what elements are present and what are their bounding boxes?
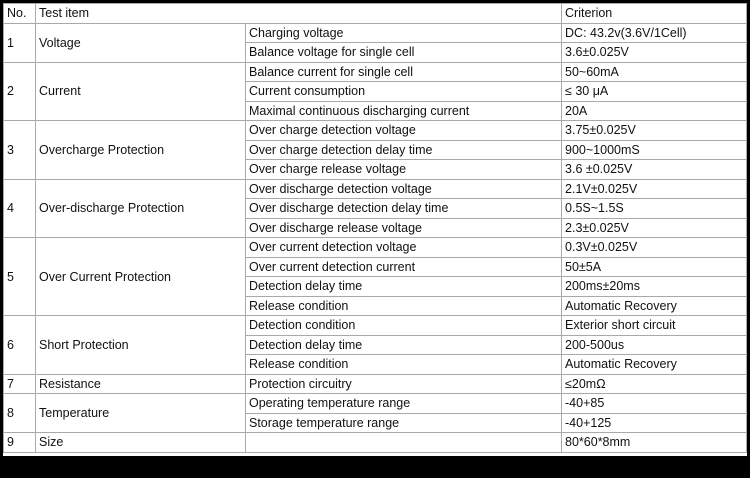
test-name: Detection condition [246,316,562,336]
criterion-value: 3.75±0.025V [562,121,747,141]
test-name: Over current detection voltage [246,238,562,258]
table-row [4,23,747,43]
test-name: Over discharge release voltage [246,218,562,238]
header-criterion: Criterion [562,4,747,24]
test-name: Balance current for single cell [246,62,562,82]
criterion-value: 3.6 ±0.025V [562,160,747,180]
table-row [4,316,747,336]
test-name: Release condition [246,296,562,316]
table-row [4,433,747,453]
test-name: Over current detection current [246,257,562,277]
criterion-value: DC: 43.2v(3.6V/1Cell) [562,23,747,43]
table-row [4,238,747,258]
criterion-value: -40+125 [562,413,747,433]
criterion-value: 80*60*8mm [562,433,747,453]
table-row [4,121,747,141]
spec-sheet [3,3,747,459]
criterion-value: 200-500us [562,335,747,355]
criterion-value: 50~60mA [562,62,747,82]
criterion-value: Automatic Recovery [562,355,747,375]
group-item: Short Protection [36,316,246,375]
group-item: Resistance [36,374,246,394]
group-item: Temperature [36,394,246,433]
group-item: Overcharge Protection [36,121,246,180]
test-name: Balance voltage for single cell [246,43,562,63]
test-name: Over discharge detection delay time [246,199,562,219]
spec-table-body [4,23,747,452]
test-name: Current consumption [246,82,562,102]
test-name: Over charge detection delay time [246,140,562,160]
header-test-item: Test item [36,4,562,24]
criterion-value: ≤20mΩ [562,374,747,394]
table-row [4,179,747,199]
criterion-value: 2.3±0.025V [562,218,747,238]
test-name: Detection delay time [246,335,562,355]
test-name: Operating temperature range [246,394,562,414]
criterion-value: 900~1000mS [562,140,747,160]
criterion-value: Automatic Recovery [562,296,747,316]
criterion-value: ≤ 30 μA [562,82,747,102]
test-name: Release condition [246,355,562,375]
test-name: Maximal continuous discharging current [246,101,562,121]
criterion-value: 50±5A [562,257,747,277]
test-name: Over discharge detection voltage [246,179,562,199]
group-item: Over-discharge Protection [36,179,246,238]
criterion-value: 3.6±0.025V [562,43,747,63]
criterion-value: 0.3V±0.025V [562,238,747,258]
group-number: 6 [4,316,36,375]
table-row [4,394,747,414]
group-number: 4 [4,179,36,238]
test-name: Over charge detection voltage [246,121,562,141]
group-number: 2 [4,62,36,121]
group-number: 7 [4,374,36,394]
header-no: No. [4,4,36,24]
group-item: Size [36,433,246,453]
group-item: Voltage [36,23,246,62]
criterion-value: Exterior short circuit [562,316,747,336]
test-name [246,433,562,453]
criterion-value: 2.1V±0.025V [562,179,747,199]
table-row [4,62,747,82]
test-name: Over charge release voltage [246,160,562,180]
bottom-bar [0,456,750,478]
group-number: 9 [4,433,36,453]
test-name: Protection circuitry [246,374,562,394]
group-item: Over Current Protection [36,238,246,316]
group-number: 1 [4,23,36,62]
criterion-value: 20A [562,101,747,121]
criterion-value: -40+85 [562,394,747,414]
group-number: 3 [4,121,36,180]
criterion-value: 0.5S~1.5S [562,199,747,219]
group-number: 5 [4,238,36,316]
spec-table [3,3,747,453]
test-name: Charging voltage [246,23,562,43]
test-name: Detection delay time [246,277,562,297]
test-name: Storage temperature range [246,413,562,433]
group-number: 8 [4,394,36,433]
header-row [4,4,747,24]
group-item: Current [36,62,246,121]
criterion-value: 200ms±20ms [562,277,747,297]
table-row [4,374,747,394]
